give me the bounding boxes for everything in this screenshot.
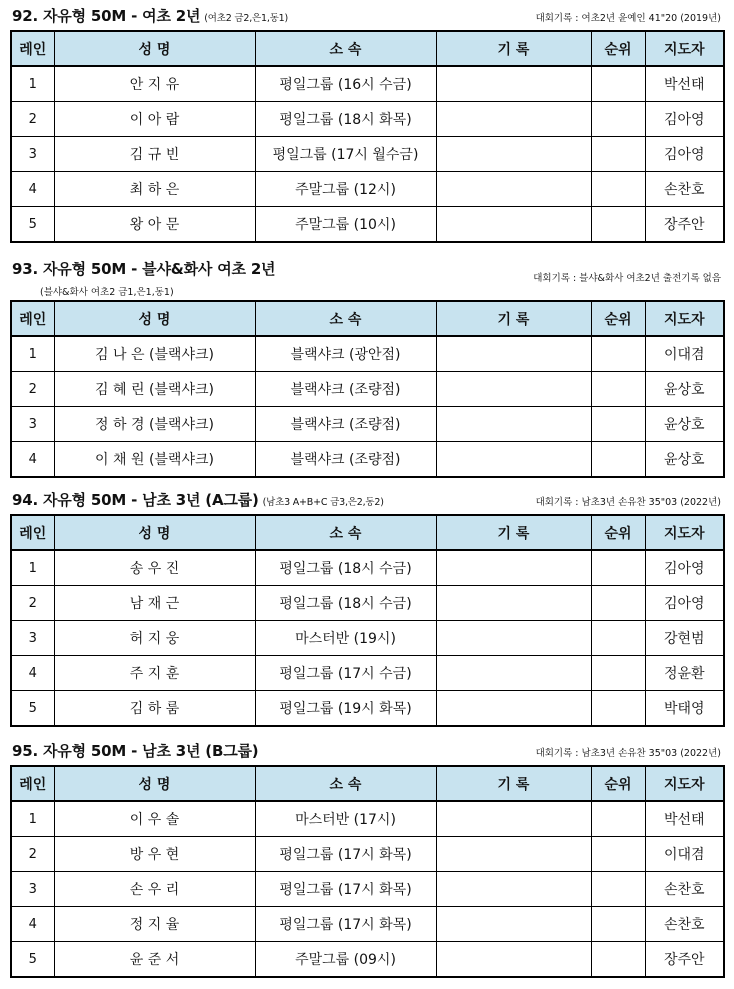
col-header-record: 기 록 <box>436 31 591 66</box>
lane-cell: 4 <box>11 907 54 942</box>
col-header-rank: 순위 <box>591 301 645 336</box>
coach-cell: 손찬호 <box>645 907 724 942</box>
event-note: (남초3 A+B+C 금3,은2,동2) <box>262 497 384 508</box>
table-row <box>11 407 724 442</box>
affiliation-cell: 평일그룹 (17시 월수금) <box>255 137 436 172</box>
swimmer-name-cell: 손 우 리 <box>54 872 255 907</box>
coach-cell: 박선태 <box>645 66 724 102</box>
swimmer-name-cell: 김 규 빈 <box>54 137 255 172</box>
swimmer-name-cell: 이 채 원 (블랙샤크) <box>54 442 255 478</box>
affiliation-cell: 블랙샤크 (광안점) <box>255 336 436 372</box>
col-header-name: 성 명 <box>54 301 255 336</box>
table-row <box>11 137 724 172</box>
event-title: 95. 자유형 50M - 남초 3년 (B그룹) <box>12 742 259 760</box>
lane-cell: 3 <box>11 407 54 442</box>
event-93 <box>10 256 723 478</box>
col-header-rank: 순위 <box>591 766 645 801</box>
rank-cell <box>591 372 645 407</box>
rank-cell <box>591 621 645 656</box>
table-row <box>11 837 724 872</box>
lane-cell: 1 <box>11 336 54 372</box>
affiliation-cell: 블랙샤크 (조량점) <box>255 442 436 478</box>
record-cell <box>436 207 591 243</box>
affiliation-cell: 평일그룹 (17시 화목) <box>255 907 436 942</box>
coach-cell: 박선태 <box>645 801 724 837</box>
rank-cell <box>591 66 645 102</box>
affiliation-cell: 블랙샤크 (조량점) <box>255 407 436 442</box>
table-row <box>11 656 724 691</box>
affiliation-cell: 평일그룹 (17시 화목) <box>255 837 436 872</box>
lane-cell: 2 <box>11 586 54 621</box>
rank-cell <box>591 942 645 978</box>
table-row <box>11 550 724 586</box>
rank-cell <box>591 336 645 372</box>
rank-cell <box>591 801 645 837</box>
event-94 <box>10 484 723 727</box>
lane-cell: 2 <box>11 102 54 137</box>
record-cell <box>436 102 591 137</box>
col-header-affiliation: 소 속 <box>255 515 436 550</box>
coach-cell: 이대겸 <box>645 837 724 872</box>
table-header-row <box>11 301 724 336</box>
table-body <box>11 336 724 477</box>
swimmer-name-cell: 김 혜 린 (블랙샤크) <box>54 372 255 407</box>
coach-cell: 윤상호 <box>645 442 724 478</box>
record-cell <box>436 442 591 478</box>
lane-cell: 1 <box>11 801 54 837</box>
affiliation-cell: 주말그룹 (09시) <box>255 942 436 978</box>
coach-cell: 윤상호 <box>645 372 724 407</box>
col-header-record: 기 록 <box>436 301 591 336</box>
col-header-lane: 레인 <box>11 31 54 66</box>
rank-cell <box>591 656 645 691</box>
affiliation-cell: 마스터반 (19시) <box>255 621 436 656</box>
col-header-record: 기 록 <box>436 766 591 801</box>
col-header-coach: 지도자 <box>645 766 724 801</box>
table-body <box>11 66 724 242</box>
lane-cell: 5 <box>11 691 54 727</box>
meet-record: 대회기록 : 블샤&화사 여초2년 출전기록 없음 <box>533 273 721 284</box>
record-cell <box>436 907 591 942</box>
rank-cell <box>591 837 645 872</box>
rank-cell <box>591 102 645 137</box>
swimmer-name-cell: 정 지 율 <box>54 907 255 942</box>
table-row <box>11 172 724 207</box>
event-title: 92. 자유형 50M - 여초 2년 (여초2 금2,은1,동1) <box>12 7 289 25</box>
affiliation-cell: 주말그룹 (12시) <box>255 172 436 207</box>
col-header-lane: 레인 <box>11 515 54 550</box>
coach-cell: 손찬호 <box>645 872 724 907</box>
affiliation-cell: 평일그룹 (19시 화목) <box>255 691 436 727</box>
record-cell <box>436 621 591 656</box>
lane-cell: 3 <box>11 621 54 656</box>
col-header-coach: 지도자 <box>645 301 724 336</box>
table-row <box>11 102 724 137</box>
coach-cell: 윤상호 <box>645 407 724 442</box>
table-row <box>11 872 724 907</box>
lane-cell: 3 <box>11 137 54 172</box>
affiliation-cell: 평일그룹 (17시 수금) <box>255 656 436 691</box>
record-cell <box>436 172 591 207</box>
event-header <box>10 484 723 514</box>
rank-cell <box>591 407 645 442</box>
swimmer-name-cell: 이 아 람 <box>54 102 255 137</box>
event-95 <box>10 735 723 978</box>
record-cell <box>436 691 591 727</box>
rank-cell <box>591 137 645 172</box>
swimmer-name-cell: 송 우 진 <box>54 550 255 586</box>
col-header-record: 기 록 <box>436 515 591 550</box>
table-row <box>11 942 724 978</box>
table-header-row <box>11 766 724 801</box>
table-body <box>11 550 724 726</box>
record-cell <box>436 872 591 907</box>
table-row <box>11 207 724 243</box>
heat-table <box>10 765 725 978</box>
rank-cell <box>591 442 645 478</box>
swimmer-name-cell: 남 재 근 <box>54 586 255 621</box>
rank-cell <box>591 550 645 586</box>
event-note: (여초2 금2,은1,동1) <box>204 13 289 24</box>
rank-cell <box>591 207 645 243</box>
event-note: (블샤&화사 여초2 금1,은1,동1) <box>40 287 174 298</box>
col-header-name: 성 명 <box>54 515 255 550</box>
coach-cell: 손찬호 <box>645 172 724 207</box>
table-row <box>11 621 724 656</box>
coach-cell: 정윤환 <box>645 656 724 691</box>
coach-cell: 김아영 <box>645 137 724 172</box>
rank-cell <box>591 172 645 207</box>
swimmer-name-cell: 왕 아 문 <box>54 207 255 243</box>
affiliation-cell: 주말그룹 (10시) <box>255 207 436 243</box>
swimmer-name-cell: 김 하 룸 <box>54 691 255 727</box>
event-92 <box>10 0 723 243</box>
affiliation-cell: 평일그룹 (18시 수금) <box>255 550 436 586</box>
col-header-coach: 지도자 <box>645 31 724 66</box>
table-row <box>11 801 724 837</box>
swimmer-name-cell: 안 지 유 <box>54 66 255 102</box>
rank-cell <box>591 691 645 727</box>
heat-table <box>10 514 725 727</box>
table-row <box>11 442 724 478</box>
event-header <box>10 256 723 300</box>
table-row <box>11 372 724 407</box>
record-cell <box>436 942 591 978</box>
col-header-affiliation: 소 속 <box>255 31 436 66</box>
lane-cell: 4 <box>11 656 54 691</box>
col-header-rank: 순위 <box>591 515 645 550</box>
heat-table <box>10 300 725 478</box>
coach-cell: 장주안 <box>645 207 724 243</box>
col-header-name: 성 명 <box>54 31 255 66</box>
record-cell <box>436 137 591 172</box>
lane-cell: 2 <box>11 372 54 407</box>
swimmer-name-cell: 허 지 웅 <box>54 621 255 656</box>
swimmer-name-cell: 최 하 은 <box>54 172 255 207</box>
affiliation-cell: 마스터반 (17시) <box>255 801 436 837</box>
lane-cell: 1 <box>11 66 54 102</box>
affiliation-cell: 평일그룹 (16시 수금) <box>255 66 436 102</box>
coach-cell: 장주안 <box>645 942 724 978</box>
col-header-name: 성 명 <box>54 766 255 801</box>
swimmer-name-cell: 정 하 경 (블랙샤크) <box>54 407 255 442</box>
rank-cell <box>591 872 645 907</box>
table-row <box>11 907 724 942</box>
record-cell <box>436 586 591 621</box>
table-body <box>11 801 724 977</box>
col-header-affiliation: 소 속 <box>255 766 436 801</box>
record-cell <box>436 407 591 442</box>
col-header-lane: 레인 <box>11 766 54 801</box>
affiliation-cell: 평일그룹 (18시 화목) <box>255 102 436 137</box>
coach-cell: 이대겸 <box>645 336 724 372</box>
event-title: 93. 자유형 50M - 블샤&화사 여초 2년 <box>12 260 276 278</box>
heat-table <box>10 30 725 243</box>
table-row <box>11 586 724 621</box>
table-row <box>11 336 724 372</box>
swimmer-name-cell: 이 우 솔 <box>54 801 255 837</box>
event-header <box>10 0 723 30</box>
swimmer-name-cell: 방 우 현 <box>54 837 255 872</box>
meet-record: 대회기록 : 여초2년 윤예인 41"20 (2019년) <box>535 13 721 24</box>
col-header-lane: 레인 <box>11 301 54 336</box>
affiliation-cell: 블랙샤크 (조량점) <box>255 372 436 407</box>
record-cell <box>436 837 591 872</box>
coach-cell: 김아영 <box>645 102 724 137</box>
rank-cell <box>591 586 645 621</box>
record-cell <box>436 336 591 372</box>
table-header-row <box>11 515 724 550</box>
meet-record: 대회기록 : 남초3년 손유찬 35"03 (2022년) <box>535 497 721 508</box>
coach-cell: 박태영 <box>645 691 724 727</box>
table-header-row <box>11 31 724 66</box>
event-header <box>10 735 723 765</box>
lane-cell: 4 <box>11 172 54 207</box>
coach-cell: 강현범 <box>645 621 724 656</box>
coach-cell: 김아영 <box>645 586 724 621</box>
col-header-affiliation: 소 속 <box>255 301 436 336</box>
record-cell <box>436 550 591 586</box>
record-cell <box>436 801 591 837</box>
col-header-rank: 순위 <box>591 31 645 66</box>
swimmer-name-cell: 윤 준 서 <box>54 942 255 978</box>
record-cell <box>436 66 591 102</box>
affiliation-cell: 평일그룹 (18시 수금) <box>255 586 436 621</box>
table-row <box>11 691 724 727</box>
lane-cell: 3 <box>11 872 54 907</box>
lane-cell: 1 <box>11 550 54 586</box>
rank-cell <box>591 907 645 942</box>
meet-record: 대회기록 : 남초3년 손유찬 35"03 (2022년) <box>535 748 721 759</box>
table-row <box>11 66 724 102</box>
lane-cell: 4 <box>11 442 54 478</box>
coach-cell: 김아영 <box>645 550 724 586</box>
swimmer-name-cell: 김 나 은 (블랙샤크) <box>54 336 255 372</box>
record-cell <box>436 656 591 691</box>
event-title: 94. 자유형 50M - 남초 3년 (A그룹) (남초3 A+B+C 금3,은2,동2) <box>12 491 384 509</box>
lane-cell: 5 <box>11 207 54 243</box>
lane-cell: 5 <box>11 942 54 978</box>
lane-cell: 2 <box>11 837 54 872</box>
swimmer-name-cell: 주 지 훈 <box>54 656 255 691</box>
record-cell <box>436 372 591 407</box>
col-header-coach: 지도자 <box>645 515 724 550</box>
affiliation-cell: 평일그룹 (17시 화목) <box>255 872 436 907</box>
